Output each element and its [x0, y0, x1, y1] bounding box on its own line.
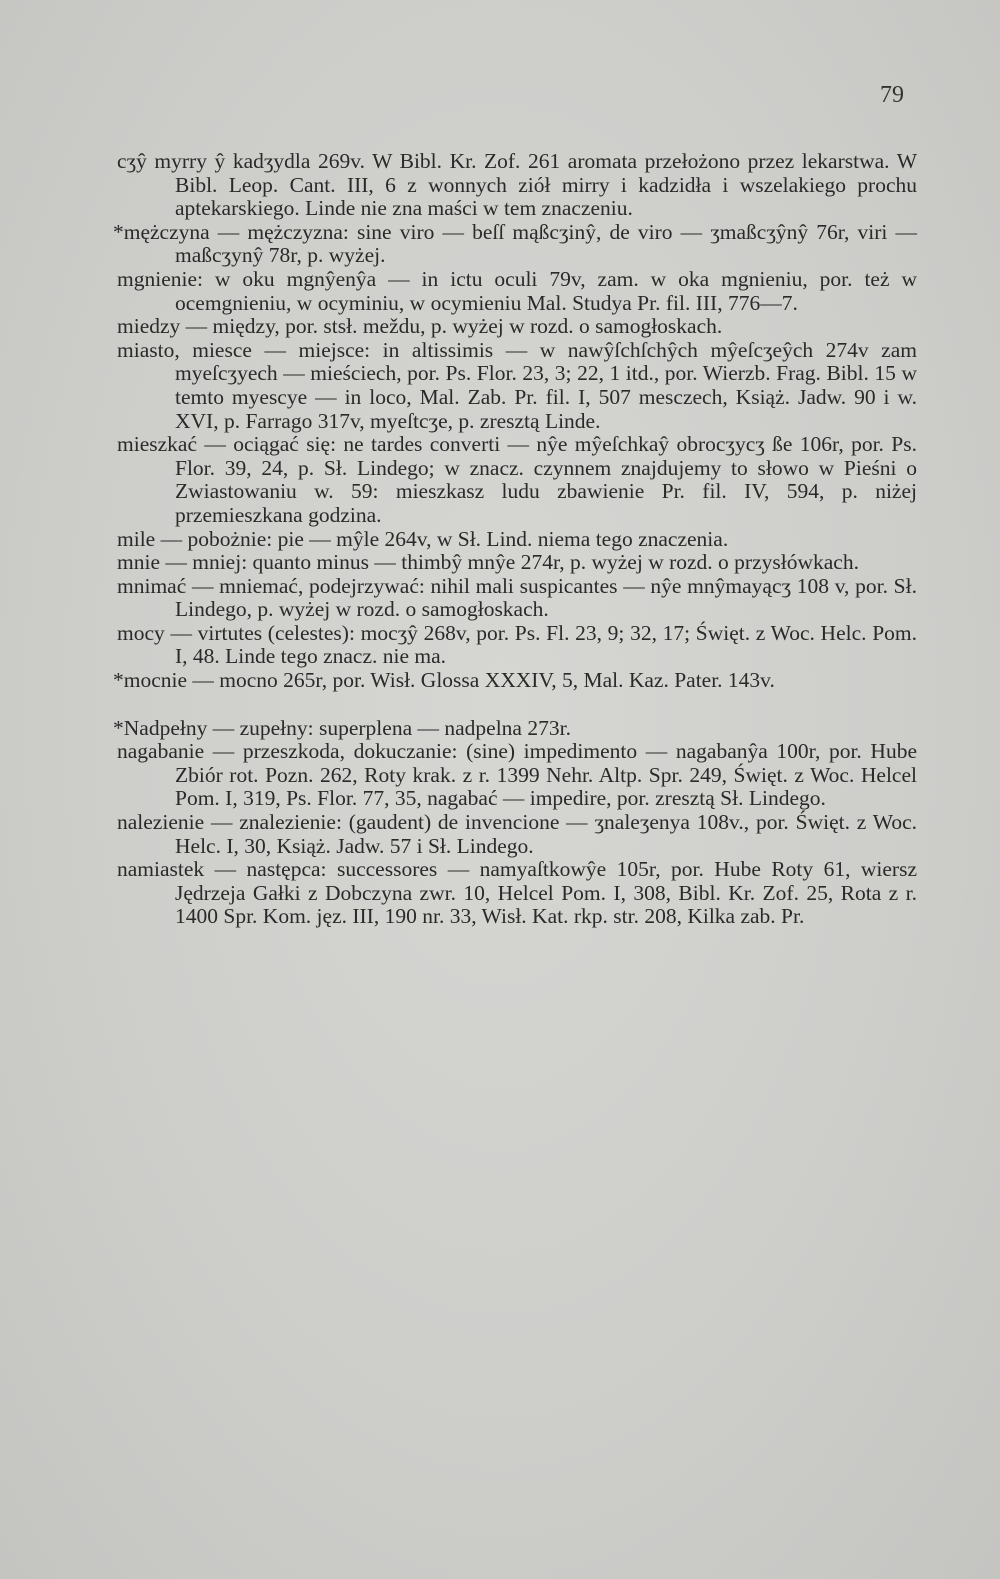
entry-miedzy: miedzy — między, por. stsł. meždu, p. wyżej w rozd. o samogłoskach. — [117, 314, 723, 339]
entry-mieszkac: mieszkać — ociągać się: ne tardes converti — nŷe mŷeſchkaŷ obrocʒycʒ ße 106r, por. Ps. Flor. 39, 24, p. Sł. Lindego; w znacz. czynnem znajdujemy to słowo w Pieśni o Zwiastowaniu w. 59: mieszkasz ludu zbawienie Pr. fil. IV, 594, p. niżej przemieszkana godzina. — [117, 432, 917, 527]
entry-mile: mile — pobożnie: pie — mŷle 264v, w Sł. Lind. niema tego znaczenia. — [117, 526, 729, 551]
entry-mezczyna: *mężczyna — mężczyzna: sine viro — beſſ mąßcʒinŷ, de viro — ʒmaßcʒŷnŷ 76r, viri — maßcʒynŷ 78r, p. wyżej. — [113, 219, 917, 268]
entry-namiastek: namiastek — następca: successores — namyaſtkowŷe 105r, por. Hube Roty 61, wiersz Jędrzeja Gałki z Dobczyna zwr. 10, Helcel Pom. I, 308, Bibl. Kr. Zof. 25, Rota z r. 1400 Spr. Kom. jęz. III, 190 nr. 33, Wisł. Kat. rkp. str. 208, Kilka zab. Pr. — [117, 857, 917, 929]
dictionary-entries — [113, 149, 917, 929]
entry-mocy: mocy — virtutes (celestes): mocʒŷ 268v, por. Ps. Fl. 23, 9; 32, 17; Święt. z Woc. Helc. Pom. I, 48. Linde tego znacz. nie ma. — [117, 620, 917, 669]
entry-nalezienie: nalezienie — znalezienie: (gaudent) de invencione — ʒnaleʒenya 108v., por. Święt. z Woc. Helc. I, 30, Książ. Jadw. 57 i Sł. Lindego. — [117, 810, 917, 858]
entry-czy-myrry: cʒŷ myrry ŷ kadʒydla 269v. W Bibl. Kr. Zof. 261 aromata przełożono przez lekarstwa. W Bibl. Leop. Cant. III, 6 z wonnych ziół mirry i kadzidła i wszelakiego prochu aptekarskiego. Linde nie zna maści w tem znaczeniu. — [117, 149, 917, 221]
entry-miasto: miasto, miesce — miejsce: in altissimis — w nawŷſchſchŷch mŷeſcʒeŷch 274v zam myeſcʒyech — mieściech, por. Ps. Flor. 23, 3; 22, 1 itd., por. Wierzb. Frag. Bibl. 15 w temto myescye — in loco, Mal. Zab. Pr. fil. I, 507 mesczech, Książ. Jadw. 90 i w. XVI, p. Farrago 317v, myeſtcʒe, p. zresztą Linde. — [117, 337, 917, 433]
entry-nadpelny: *Nadpełny — zupełny: superplena — nadpelna 273r. — [113, 715, 571, 740]
entry-mnimac: mnimać — mniemać, podejrzywać: nihil mali suspicantes — nŷe mnŷmayącʒ 108 v, por. Sł. Lindego, p. wyżej w rozd. o samogłoskach. — [117, 573, 917, 622]
entry-mgnienie: mgnienie: w oku mgnŷenŷa — in ictu oculi 79v, zam. w oka mgnieniu, por. też w ocemgnieniu, w ocyminiu, w ocymieniu Mal. Studya Pr. fil. III, 776—7. — [117, 266, 917, 315]
section-gap — [117, 693, 917, 717]
entry-mocnie: *mocnie — mocno 265r, por. Wisł. Glossa XXXIV, 5, Mal. Kaz. Pater. 143v. — [113, 668, 775, 693]
entry-mnie: mnie — mniej: quanto minus — thimbŷ mnŷe 274r, p. wyżej w rozd. o przysłówkach. — [117, 550, 859, 575]
page-number: 79 — [880, 82, 904, 108]
entry-nagabanie: nagabanie — przeszkoda, dokuczanie: (sine) impedimento — nagabanŷa 100r, por. Hube Zbiór rot. Pozn. 262, Roty krak. z r. 1399 Nehr. Altp. Spr. 249, Święt. z Woc. Helcel Pom. I, 319, Ps. Flor. 77, 35, nagabać — impedire, por. zresztą Sł. Lindego. — [117, 739, 917, 811]
